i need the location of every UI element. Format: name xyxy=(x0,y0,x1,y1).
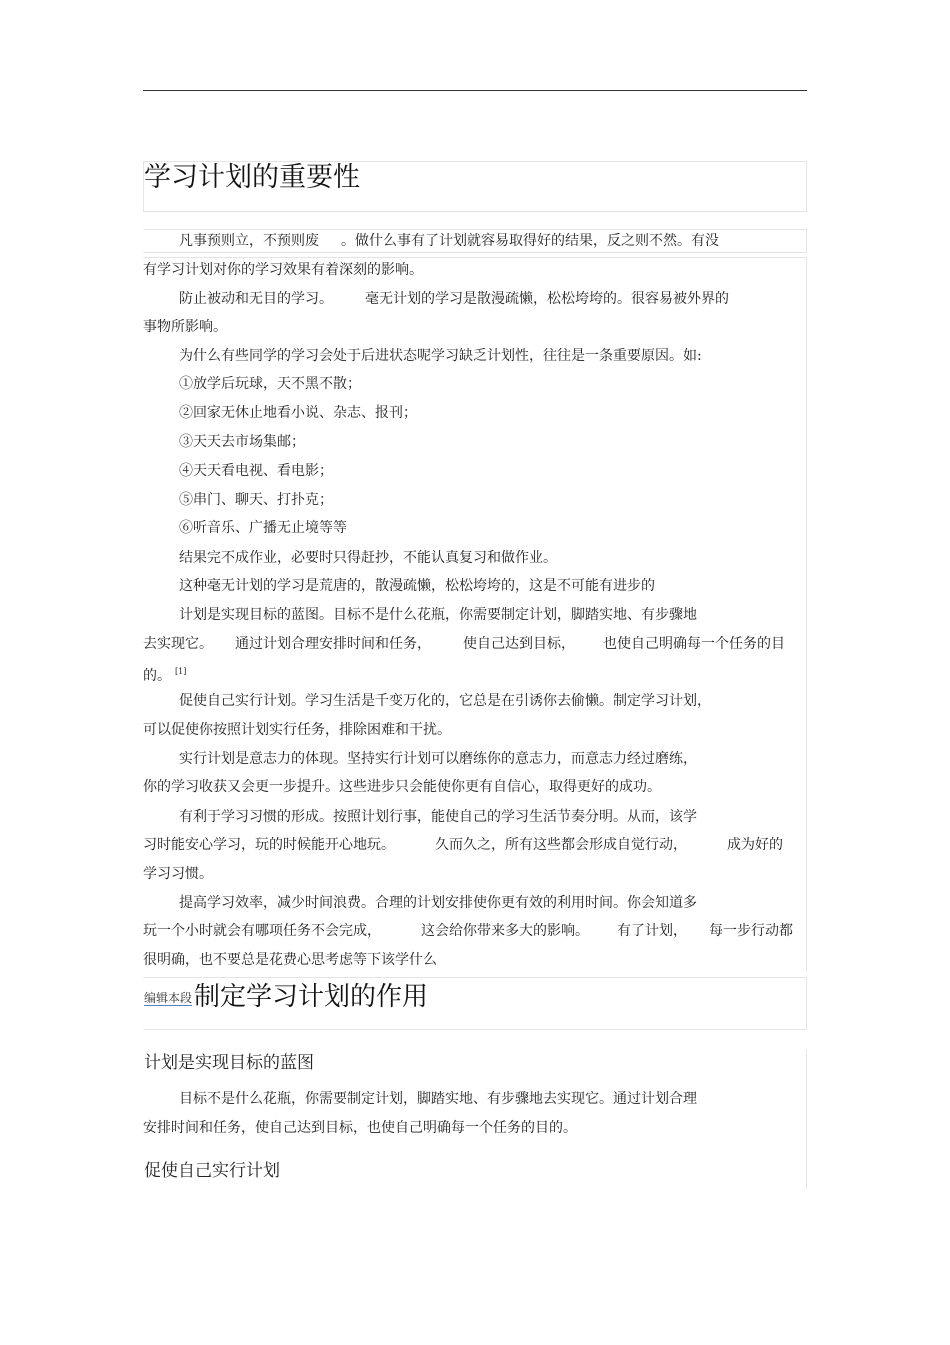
text-line: 有利于学习习惯的形成。按照计划行事，能使自己的学习生活节奏分明。从而，该学 xyxy=(179,809,697,825)
text-line: 事物所影响。 xyxy=(143,319,227,335)
subsection-heading: 促使自己实行计划 xyxy=(144,1161,280,1181)
list-item: ⑥听音乐、广播无止境等等 xyxy=(179,520,347,536)
text-line: 凡事预则立，不预则废 。做什么事有了计划就容易取得好的结果，反之则不然。有没 xyxy=(179,233,719,249)
section-title: 编辑本段制定学习计划的作用 xyxy=(144,982,429,1012)
text-line: 这种毫无计划的学习是荒唐的，散漫疏懒，松松垮垮的，这是不可能有进步的 xyxy=(179,578,655,594)
list-item: ④天天看电视、看电影； xyxy=(179,463,333,479)
text-line: 你的学习收获又会更一步提升。这些进步只会能使你更有自信心，取得更好的成功。 xyxy=(143,779,661,795)
text-line: 结果完不成作业，必要时只得赶抄，不能认真复习和做作业。 xyxy=(179,550,557,566)
text-line: 计划是实现目标的蓝图。目标不是什么花瓶，你需要制定计划，脚踏实地、有步骤地 xyxy=(179,607,697,623)
text-line: 提高学习效率，减少时间浪费。合理的计划安排使你更有效的利用时间。你会知道多 xyxy=(179,895,697,911)
text-line: 实行计划是意志力的体现。坚持实行计划可以磨练你的意志力，而意志力经过磨练， xyxy=(179,751,697,767)
text-line: 去实现它。 通过计划合理安排时间和任务， 使自己达到目标， 也使自己明确每一个任务的目 xyxy=(143,636,785,652)
section-title: 学习计划的重要性 xyxy=(144,162,360,193)
text-line: 安排时间和任务，使自己达到目标，也使自己明确每一个任务的目的。 xyxy=(143,1120,577,1136)
text-line: 促使自己实行计划。学习生活是千变万化的，它总是在引诱你去偷懒。制定学习计划， xyxy=(179,693,711,709)
text-line: 防止被动和无目的学习。 毫无计划的学习是散漫疏懒，松松垮垮的。很容易被外界的 xyxy=(179,291,729,307)
citation-ref[interactable]: [1] xyxy=(175,667,187,676)
text-line: 为什么有些同学的学习会处于后进状态呢学习缺乏计划性，往往是一条重要原因。如: xyxy=(179,348,702,364)
edit-section-link[interactable]: 编辑本段 xyxy=(144,991,193,1005)
text-line: 很明确，也不要总是花费心思考虑等下该学什么 xyxy=(143,952,437,968)
text-line: 有学习计划对你的学习效果有着深刻的影响。 xyxy=(143,262,423,278)
subsection-heading: 计划是实现目标的蓝图 xyxy=(144,1053,314,1073)
text-line: 的。 [1] xyxy=(143,667,187,684)
list-item: ①放学后玩球，天不黑不散； xyxy=(179,376,361,392)
text-line: 目标不是什么花瓶，你需要制定计划，脚踏实地、有步骤地去实现它。通过计划合理 xyxy=(179,1091,697,1107)
text-line: 玩一个小时就会有哪项任务不会完成， 这会给你带来多大的影响。 有了计划， 每一步行动都 xyxy=(143,923,793,939)
list-item: ③天天去市场集邮； xyxy=(179,434,305,450)
header-rule xyxy=(143,90,807,91)
text-line: 学习习惯。 xyxy=(143,866,213,882)
text-line: 习时能安心学习，玩的时候能开心地玩。 久而久之，所有这些都会形成自觉行动， 成为好的 xyxy=(143,837,783,853)
list-item: ②回家无休止地看小说、杂志、报刊； xyxy=(179,405,417,421)
list-item: ⑤串门、聊天、打扑克； xyxy=(179,492,333,508)
text-line: 可以促使你按照计划实行任务，排除困难和干扰。 xyxy=(143,722,451,738)
